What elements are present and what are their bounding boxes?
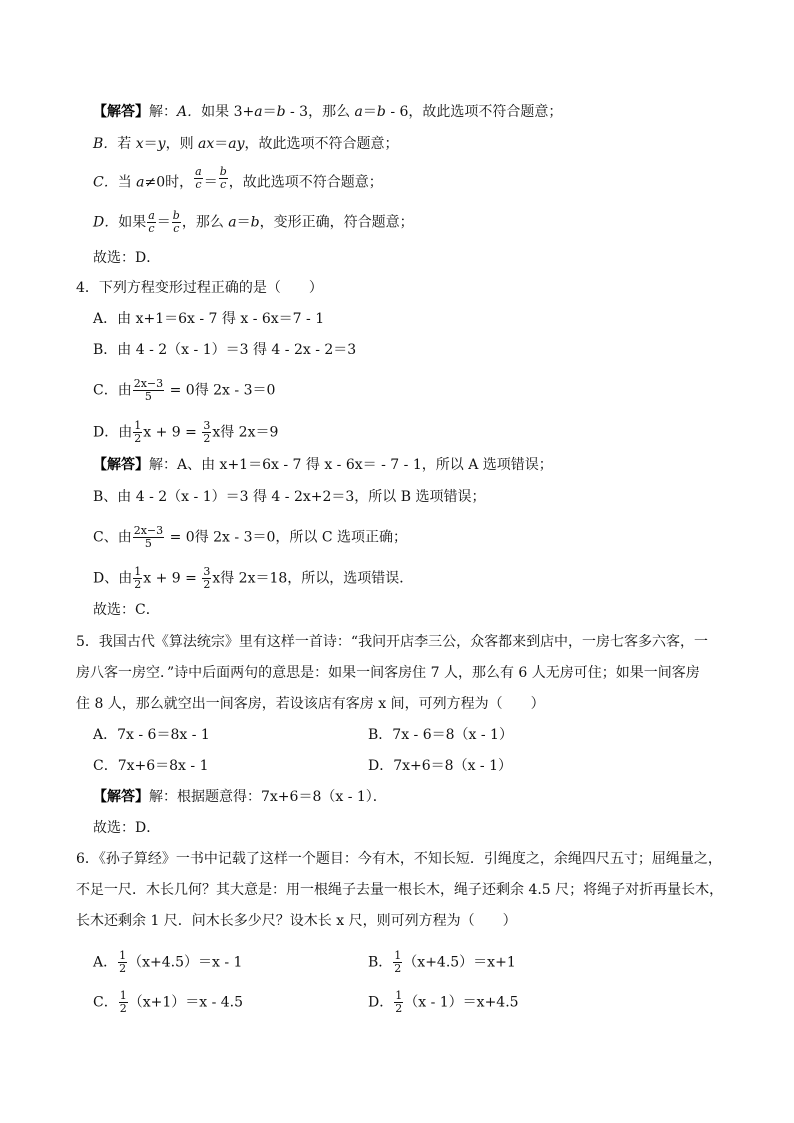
q3-answer: 故选：D． (93, 250, 161, 266)
q5-stem-line2: 房八客一房空．”诗中后面两句的意思是：如果一间客房住 7 人，那么有 6 人无房可住；如果一间客房 (76, 665, 700, 681)
q4-option-d: D．由 $\frac{1}{2}$ x + 9 = $\frac{3}{2}$ x得 2x＝9 (93, 419, 279, 445)
fraction: $\frac{a}{c}$ (195, 165, 202, 191)
q4-answer: 故选：C． (93, 602, 160, 618)
q3-solution-d: D．如果 $\frac{a}{c}$ ＝ $\frac{b}{c}$ ，那么 a＝b，变形正确，符合题意； (93, 209, 414, 235)
q6-option-a: A． $\frac{1}{2}$ （x+4.5）＝x - 1 (93, 949, 243, 975)
answer-tag: 【解答】 (93, 457, 149, 473)
q6-option-d: D． $\frac{1}{2}$ （x - 1）＝x+4.5 (368, 989, 519, 1015)
q4-stem: 4．下列方程变形过程正确的是（ ） (76, 280, 323, 296)
q5-solution: 【解答】解：根据题意得：7x+6＝8（x - 1）． (93, 789, 387, 805)
q3-solution-c: C．当 a≠0时， $\frac{a}{c}$ ＝ $\frac{b}{c}$ ，故此选项不符合题意； (93, 165, 383, 191)
fraction: $\frac{3}{2}$ (203, 419, 211, 445)
fraction: $\frac{3}{2}$ (203, 565, 211, 591)
q5-answer: 故选：D． (93, 820, 161, 836)
fraction: $\frac{1}{2}$ (395, 989, 403, 1015)
q3-solution-b: B．若 x＝y，则 ax＝ay，故此选项不符合题意； (93, 136, 399, 152)
q6-stem-line2: 不足一尺．木长几何？其大意是：用一根绳子去量一根长木，绳子还剩余 4.5 尺；将绳子对折再量长木， (76, 882, 724, 898)
fraction: $\frac{2x-3}{5}$ (133, 377, 164, 403)
fraction: $\frac{a}{c}$ (148, 209, 155, 235)
fraction: $\frac{1}{2}$ (394, 949, 402, 975)
fraction: $\frac{1}{2}$ (119, 949, 127, 975)
q5-stem-line3: 住 8 人，那么就空出一间客房，若设该店有客房 x 间，可列方程为（ ） (76, 696, 545, 712)
fraction: $\frac{1}{2}$ (119, 989, 127, 1015)
q4-solution-a: 【解答】解：A、由 x+1＝6x - 7 得 x - 6x＝ - 7 - 1，所以 A 选项错误； (93, 457, 553, 473)
fraction: $\frac{1}{2}$ (134, 419, 142, 445)
q4-solution-c: C、由 $\frac{2x-3}{5}$ = 0得 2x - 3＝0，所以 C 选项正确； (93, 524, 407, 550)
q5-option-a: A．7x - 6＝8x - 1 (93, 727, 210, 743)
fraction: $\frac{2x-3}{5}$ (133, 524, 164, 550)
q4-solution-b: B、由 4 - 2（x - 1）＝3 得 4 - 2x+2＝3，所以 B 选项错误； (93, 489, 486, 505)
q6-stem-line3: 长木还剩余 1 尺．问木长多少尺？设木长 x 尺，则可列方程为（ ） (76, 913, 517, 929)
q4-solution-d: D、由 $\frac{1}{2}$ x + 9 = $\frac{3}{2}$ x得 2x＝18，所以，选项错误． (93, 565, 414, 591)
q4-option-b: B．由 4 - 2（x - 1）＝3 得 4 - 2x - 2＝3 (93, 342, 357, 358)
q4-option-a: A．由 x+1＝6x - 7 得 x - 6x＝7 - 1 (93, 311, 325, 327)
q5-stem-line1: 5．我国古代《算法统宗》里有这样一首诗：“我问开店李三公，众客都来到店中，一房七客多六客，一 (76, 634, 709, 650)
fraction: $\frac{1}{2}$ (134, 565, 142, 591)
fraction: $\frac{b}{c}$ (219, 165, 227, 191)
q6-option-b: B． $\frac{1}{2}$ （x+4.5）＝x+1 (368, 949, 516, 975)
answer-tag: 【解答】 (93, 104, 149, 120)
q3-solution-a: 【解答】解：A．如果 3+a＝b - 3，那么 a＝b - 6，故此选项不符合题意； (93, 104, 563, 120)
q5-option-d: D．7x+6＝8（x - 1） (368, 758, 513, 774)
fraction: $\frac{b}{c}$ (172, 209, 180, 235)
q4-option-c: C．由 $\frac{2x-3}{5}$ = 0得 2x - 3＝0 (93, 377, 276, 403)
q6-stem-line1: 6．《孙子算经》一书中记载了这样一个题目：今有木，不知长短．引绳度之，余绳四尺五寸；屈绳量之， (76, 851, 722, 867)
q5-option-b: B．7x - 6＝8（x - 1） (368, 727, 513, 743)
answer-tag: 【解答】 (93, 789, 149, 805)
q6-option-c: C． $\frac{1}{2}$ （x+1）＝x - 4.5 (93, 989, 244, 1015)
q5-option-c: C．7x+6＝8x - 1 (93, 758, 209, 774)
